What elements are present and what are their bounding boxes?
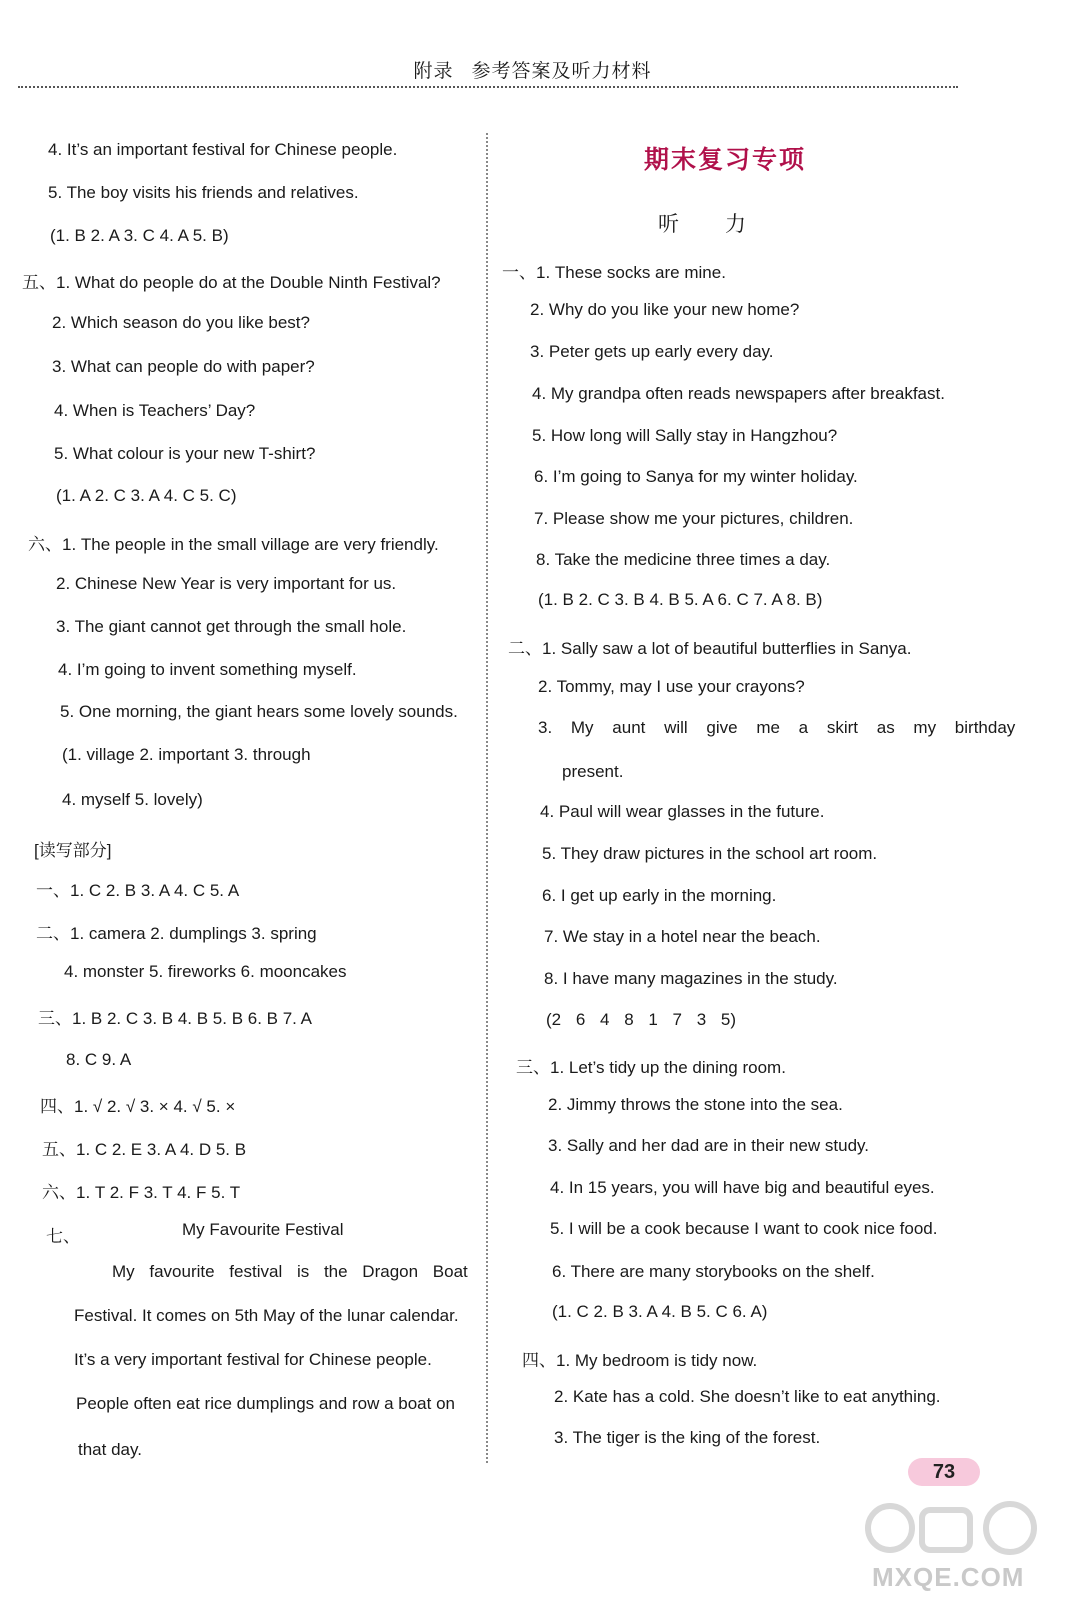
listening-2-q6: 6. I get up early in the morning.	[542, 886, 777, 905]
listening-2-answer-key: (2 6 4 8 1 7 3 5)	[546, 1010, 737, 1029]
section-5-q4: 4. When is Teachers’ Day?	[54, 401, 256, 420]
listening-3-q6: 6. There are many storybooks on the shelf.	[552, 1262, 875, 1281]
essay-line: Festival. It comes on 5th May of the lunar calendar.	[74, 1306, 459, 1325]
rw-section-6: 六、1. T 2. F 3. T 4. F 5. T	[42, 1183, 241, 1202]
listening-2-q3: 3. My aunt will give me a skirt as my birthday	[538, 718, 1016, 737]
section-5-q1: 五、1. What do people do at the Double Ninth Festival?	[22, 273, 441, 292]
listening-1-q7: 7. Please show me your pictures, children.	[534, 509, 854, 528]
appendix-label: 附录	[413, 61, 454, 82]
essay-title: My Favourite Festival	[182, 1220, 344, 1239]
rw-section-2: 4. monster 5. fireworks 6. mooncakes	[64, 962, 347, 981]
listening-1-q3: 3. Peter gets up early every day.	[530, 342, 774, 361]
watermark-text: MXQE.COM	[872, 1562, 1025, 1592]
listening-2-q1: 二、1. Sally saw a lot of beautiful butterflies in Sanya.	[508, 639, 912, 658]
listening-1-q8: 8. Take the medicine three times a day.	[536, 550, 831, 569]
header-title: 参考答案及听力材料	[471, 61, 652, 82]
section-6-q5: 5. One morning, the giant hears some lovely sounds.	[60, 702, 458, 721]
section-5-q5: 5. What colour is your new T-shirt?	[54, 444, 316, 463]
listening-2-q7: 7. We stay in a hotel near the beach.	[544, 927, 821, 946]
listening-2-q4: 4. Paul will wear glasses in the future.	[540, 802, 825, 821]
rw-section-2: 二、1. camera 2. dumplings 3. spring	[36, 924, 317, 943]
listening-3-answer-key: (1. C 2. B 3. A 4. B 5. C 6. A)	[552, 1302, 768, 1321]
rw-section-3: 三、1. B 2. C 3. B 4. B 5. B 6. B 7. A	[38, 1009, 313, 1028]
listening-1-q6: 6. I’m going to Sanya for my winter holiday.	[534, 467, 858, 486]
listening-1-q5: 5. How long will Sally stay in Hangzhou?	[532, 426, 838, 445]
section-6-answer-key: 4. myself 5. lovely)	[62, 790, 203, 809]
answer-key: (1. B 2. A 3. C 4. A 5. B)	[50, 226, 229, 245]
rw-section-7-label: 七、	[46, 1227, 80, 1246]
read-write-heading: [读写部分]	[34, 841, 112, 860]
listening-2-q3-cont: present.	[562, 762, 624, 781]
rw-section-3: 8. C 9. A	[66, 1050, 132, 1069]
section-6-q3: 3. The giant cannot get through the small hole.	[56, 617, 407, 636]
listening-1-q4: 4. My grandpa often reads newspapers after breakfast.	[532, 384, 945, 403]
rw-section-5: 五、1. C 2. E 3. A 4. D 5. B	[42, 1140, 247, 1159]
rw-section-4: 四、1. √ 2. √ 3. × 4. √ 5. ×	[40, 1097, 236, 1116]
essay-line: that day.	[78, 1440, 142, 1459]
essay-line: People often eat rice dumplings and row a boat on	[76, 1394, 455, 1413]
listening-2-q5: 5. They draw pictures in the school art room.	[542, 844, 878, 863]
section-5-q2: 2. Which season do you like best?	[52, 313, 310, 332]
section-6-q1: 六、1. The people in the small village are very friendly.	[28, 535, 439, 554]
page-number: 73	[908, 1458, 980, 1486]
listening-2-q2: 2. Tommy, may I use your crayons?	[538, 677, 805, 696]
listening-2-q8: 8. I have many magazines in the study.	[544, 969, 838, 988]
listening-1-q2: 2. Why do you like your new home?	[530, 300, 800, 319]
listening-subtitle: 听力	[658, 213, 792, 236]
rw-section-1: 一、1. C 2. B 3. A 4. C 5. A	[36, 881, 240, 900]
listening-1-answer-key: (1. B 2. C 3. B 4. B 5. A 6. C 7. A 8. B)	[538, 590, 823, 609]
listening-1-q1: 一、1. These socks are mine.	[502, 263, 726, 282]
listening-3-q5: 5. I will be a cook because I want to cook nice food.	[550, 1219, 938, 1238]
answer-line: 5. The boy visits his friends and relatives.	[48, 183, 359, 202]
section-6-q4: 4. I’m going to invent something myself.	[58, 660, 357, 679]
listening-3-q3: 3. Sally and her dad are in their new study.	[548, 1136, 869, 1155]
section-title: 期末复习专项	[643, 146, 806, 174]
section-6-q2: 2. Chinese New Year is very important for us.	[56, 574, 397, 593]
listening-3-q4: 4. In 15 years, you will have big and beautiful eyes.	[550, 1178, 935, 1197]
listening-3-q2: 2. Jimmy throws the stone into the sea.	[548, 1095, 843, 1114]
listening-4-q2: 2. Kate has a cold. She doesn’t like to eat anything.	[554, 1387, 941, 1406]
section-5-answer-key: (1. A 2. C 3. A 4. C 5. C)	[56, 486, 237, 505]
listening-4-q1: 四、1. My bedroom is tidy now.	[522, 1351, 758, 1370]
listening-4-q3: 3. The tiger is the king of the forest.	[554, 1428, 821, 1447]
section-6-answer-key: (1. village 2. important 3. through	[62, 745, 311, 764]
essay-line: My favourite festival is the Dragon Boat	[112, 1262, 468, 1281]
essay-line: It’s a very important festival for Chinese people.	[74, 1350, 432, 1369]
answer-line: 4. It’s an important festival for Chinese people.	[48, 140, 398, 159]
listening-3-q1: 三、1. Let’s tidy up the dining room.	[516, 1058, 786, 1077]
section-5-q3: 3. What can people do with paper?	[52, 357, 315, 376]
